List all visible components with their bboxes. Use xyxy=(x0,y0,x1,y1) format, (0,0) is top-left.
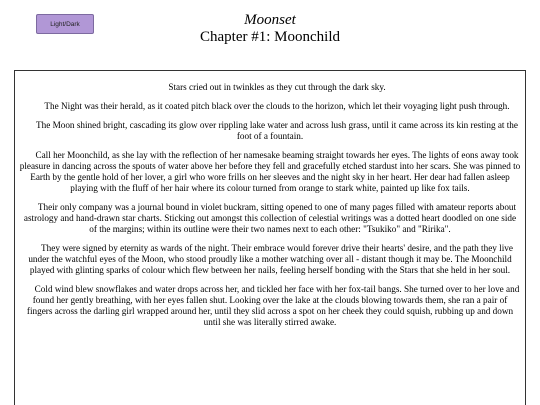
story-paragraph: The Night was their herald, as it coated pitch black over the clouds to the horizon, which let their voyaging light push through. xyxy=(44,101,510,111)
theme-toggle-button[interactable]: Light/Dark xyxy=(36,14,94,34)
story-text-box xyxy=(14,70,526,405)
chapter-title: Chapter #1: Moonchild xyxy=(200,29,340,45)
story-paragraph: Their only company was a journal bound in violet buckram, sitting opened to one of many pages filled with amateur reports about astrology and hand-drawn star charts. Sticking out amongst this collection of celestial writings was a dotted heart doodled on one side of the margins; within its outline were their two names next to each other: "Tsukiko" and "Ririka". xyxy=(23,202,517,234)
story-paragraph: Cold wind blew snowflakes and water drops across her, and tickled her face with her fox-tail bangs. She turned over to her love and found her gently breathing, with her eyes fallen shut. Looking over the lake at the clouds blowing towards them, she ran a pair of fingers across the darling girl wrapped around her, until they slid across a spot on her cheek they could squish, rubbing up and down until she was literally stirred awake. xyxy=(26,284,520,327)
story-paragraph: They were signed by eternity as wards of the night. Their embrace would forever drive their hearts' desire, and the path they live under the watchful eyes of the Moon, who stood proudly like a mother watching over all - distant though it may be. The Moonchild played with glinting sparks of colour which flew between her nails, feeling herself bonding with the Stars that she held in her soul. xyxy=(28,243,513,275)
chapter-header xyxy=(0,12,540,46)
book-title: Moonset xyxy=(244,12,296,28)
story-paragraph: Call her Moonchild, as she lay with the reflection of her namesake beaming straight towards her eyes. The lights of eons away took pleasure in dancing across the spouts of water above her before they fell and gracefully etched stardust into her scars. She was pinned to Earth by the gentle hold of her lover, a girl who wore frills on her sleeves and the night sky in her heart. Her dear had fallen asleep playing with the fluff of her hair where its colour turned from orange to stark white, painted up like fox tails. xyxy=(19,150,521,193)
story-paragraph: Stars cried out in twinkles as they cut through the dark sky. xyxy=(168,82,386,92)
story-paragraph: The Moon shined bright, cascading its glow over rippling lake water and across lush grass, until it came across its kin resting at the foot of a fountain. xyxy=(36,120,518,141)
